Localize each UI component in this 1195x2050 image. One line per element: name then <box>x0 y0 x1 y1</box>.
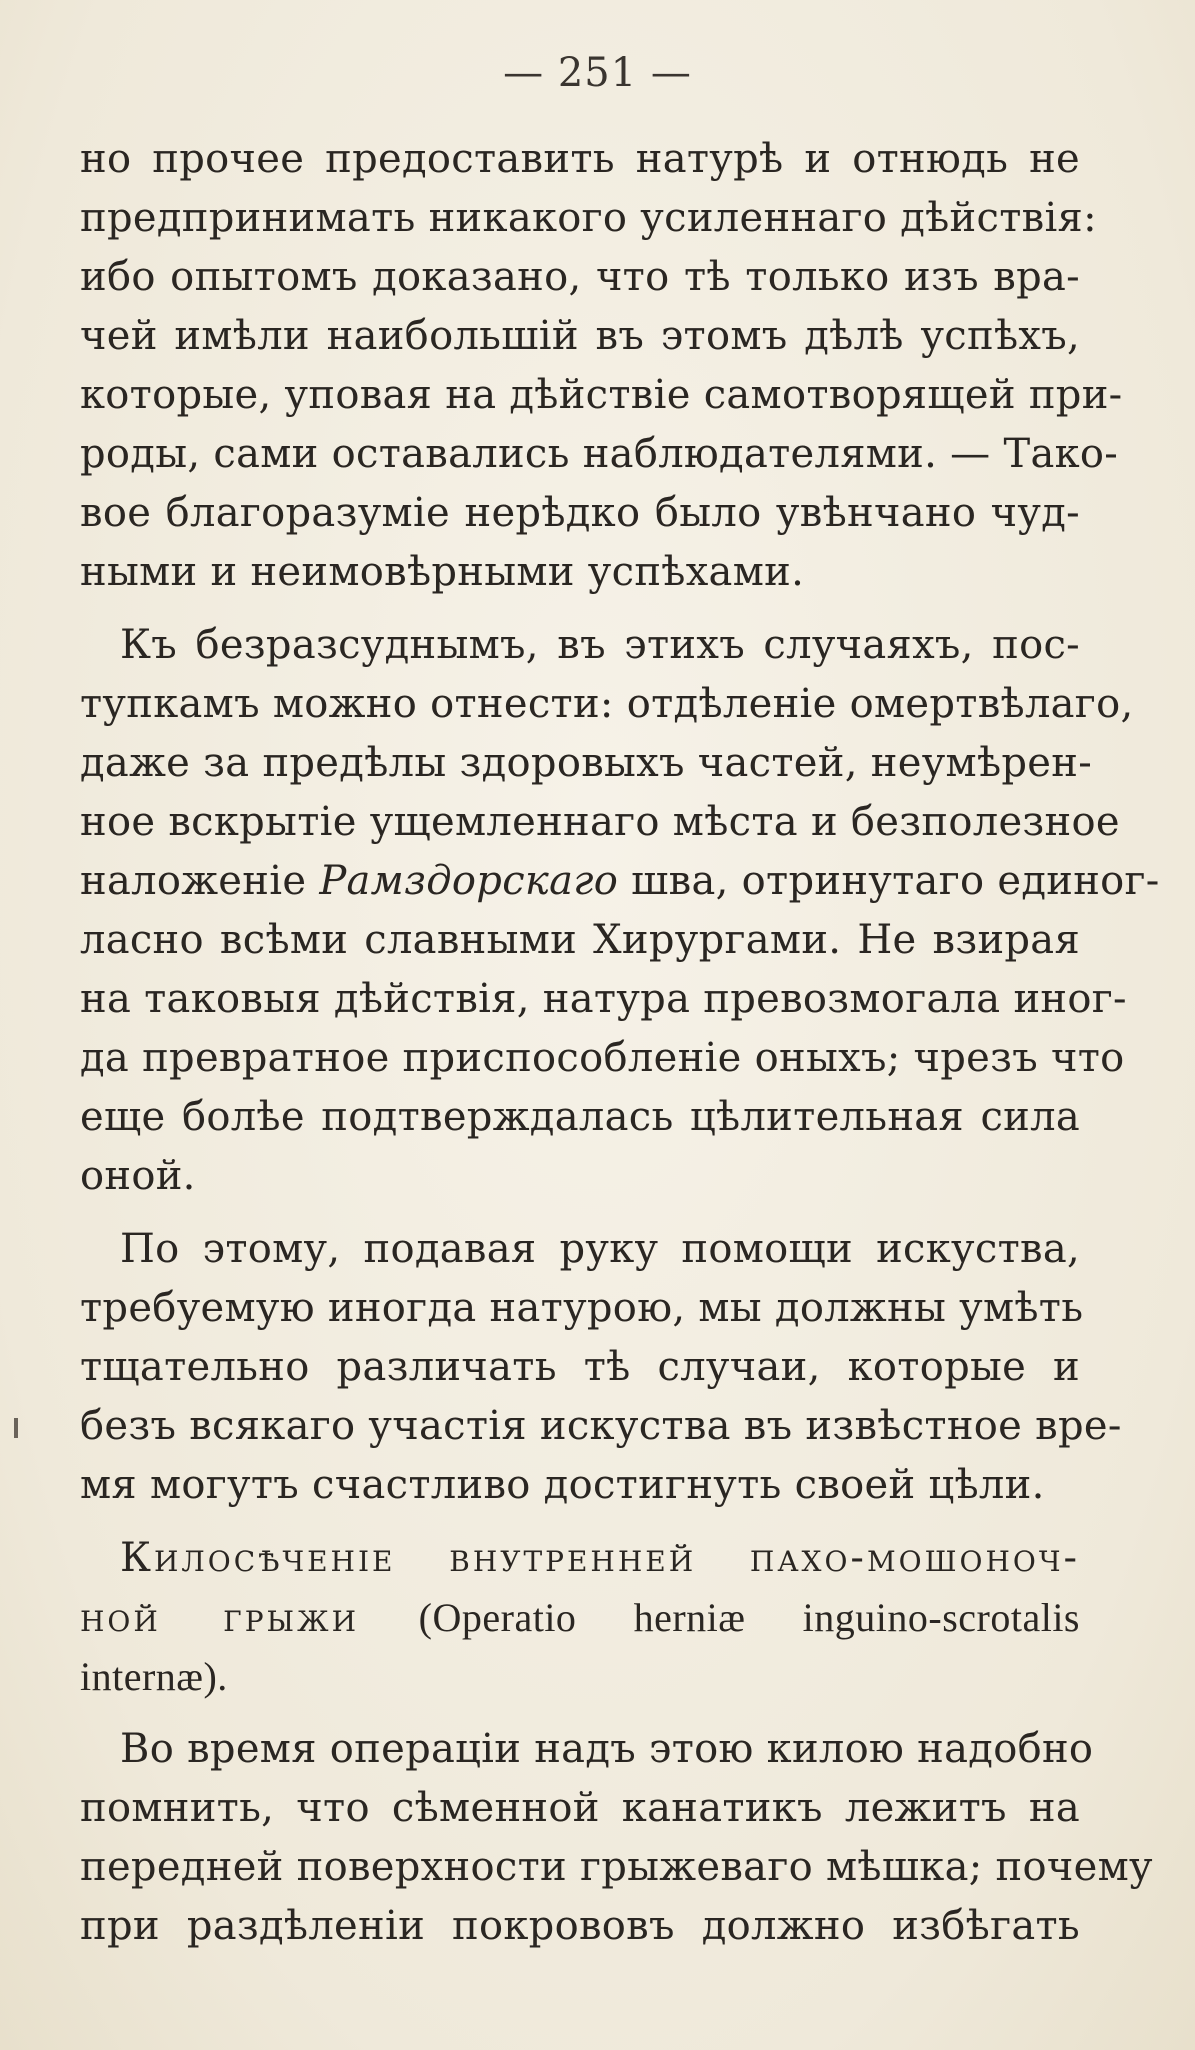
text-segment: шва, отринутаго единог- <box>618 858 1160 904</box>
text-line: предпринимать никакого усиленнаго дѣйствія: <box>80 195 1097 241</box>
text-line: требуемую иногда натурою, мы должны умѣть <box>80 1285 1084 1331</box>
text-line: при раздѣленіи покрововъ должно избѣгать <box>80 1903 1080 1949</box>
page-number: — 251 — <box>503 50 692 96</box>
paragraph-2 <box>80 616 1160 1206</box>
italic-term: Рамздорскаго <box>319 858 619 904</box>
text-line: безъ всякаго участія искуства въ извѣстное вре- <box>80 1403 1122 1449</box>
text-line: вое благоразуміе нерѣдко было увѣнчано чуд- <box>80 490 1080 536</box>
text-line: тупкамъ можно отнести: отдѣленіе омертвѣлаго, <box>80 681 1134 727</box>
text-line: передней поверхности грыжеваго мѣшка; почему <box>80 1844 1153 1890</box>
text-line: которые, уповая на дѣйствіе самотворящей при- <box>80 372 1123 418</box>
heading-line: Килосѣченіе внутренней пахо-мошоноч- <box>120 1535 1080 1581</box>
text-line: еще болѣе подтверждалась цѣлительная сила <box>80 1094 1080 1140</box>
paragraph-5 <box>80 1720 1153 1956</box>
heading-latin-end: internæ). <box>80 1654 228 1699</box>
margin-mark <box>14 1418 18 1438</box>
heading-caps: ной грыжи <box>80 1595 359 1641</box>
text-line: ласно всѣми славными Хирургами. Не взирая <box>80 917 1080 963</box>
text-line: По этому, подавая руку помощи искуства, <box>120 1226 1080 1272</box>
text-line: тщательно различать тѣ случаи, которые и <box>80 1344 1080 1390</box>
text-line: ными и неимовѣрными успѣхами. <box>80 549 805 595</box>
page-body <box>80 130 1160 1970</box>
text-line: ибо опытомъ доказано, что тѣ только изъ вра- <box>80 254 1080 300</box>
text-line: мя могутъ счастливо достигнуть своей цѣли. <box>80 1462 1045 1508</box>
heading-line <box>80 1588 1080 1647</box>
paragraph-3 <box>80 1220 1122 1515</box>
text-line: но прочее предоставить натурѣ и отнюдь не <box>80 136 1080 182</box>
text-line: роды, сами оставались наблюдателями. — Тако- <box>80 431 1119 477</box>
text-line: ное вскрытіе ущемленнаго мѣста и безполезное <box>80 799 1120 845</box>
heading-latin: (Operatio herniæ inguino-scrotalis <box>418 1595 1080 1640</box>
paragraph-1 <box>80 130 1123 602</box>
text-line: да превратное приспособленіе оныхъ; чрезъ что <box>80 1035 1125 1081</box>
text-line: Во время операціи надъ этою килою надобно <box>120 1726 1094 1772</box>
text-line: оной. <box>80 1153 196 1199</box>
text-line: чей имѣли наибольшій въ этомъ дѣлѣ успѣхъ, <box>80 313 1080 359</box>
section-heading <box>80 1529 1080 1706</box>
text-line: помнить, что сѣменной канатикъ лежитъ на <box>80 1785 1080 1831</box>
text-line: даже за предѣлы здоровыхъ частей, неумѣрен- <box>80 740 1093 786</box>
text-line-with-italic <box>80 852 1160 911</box>
text-segment: наложеніе <box>80 858 320 904</box>
text-line: на таковыя дѣйствія, натура превозмогала иног- <box>80 976 1127 1022</box>
text-line: Къ безразсуднымъ, въ этихъ случаяхъ, пос- <box>120 622 1080 668</box>
